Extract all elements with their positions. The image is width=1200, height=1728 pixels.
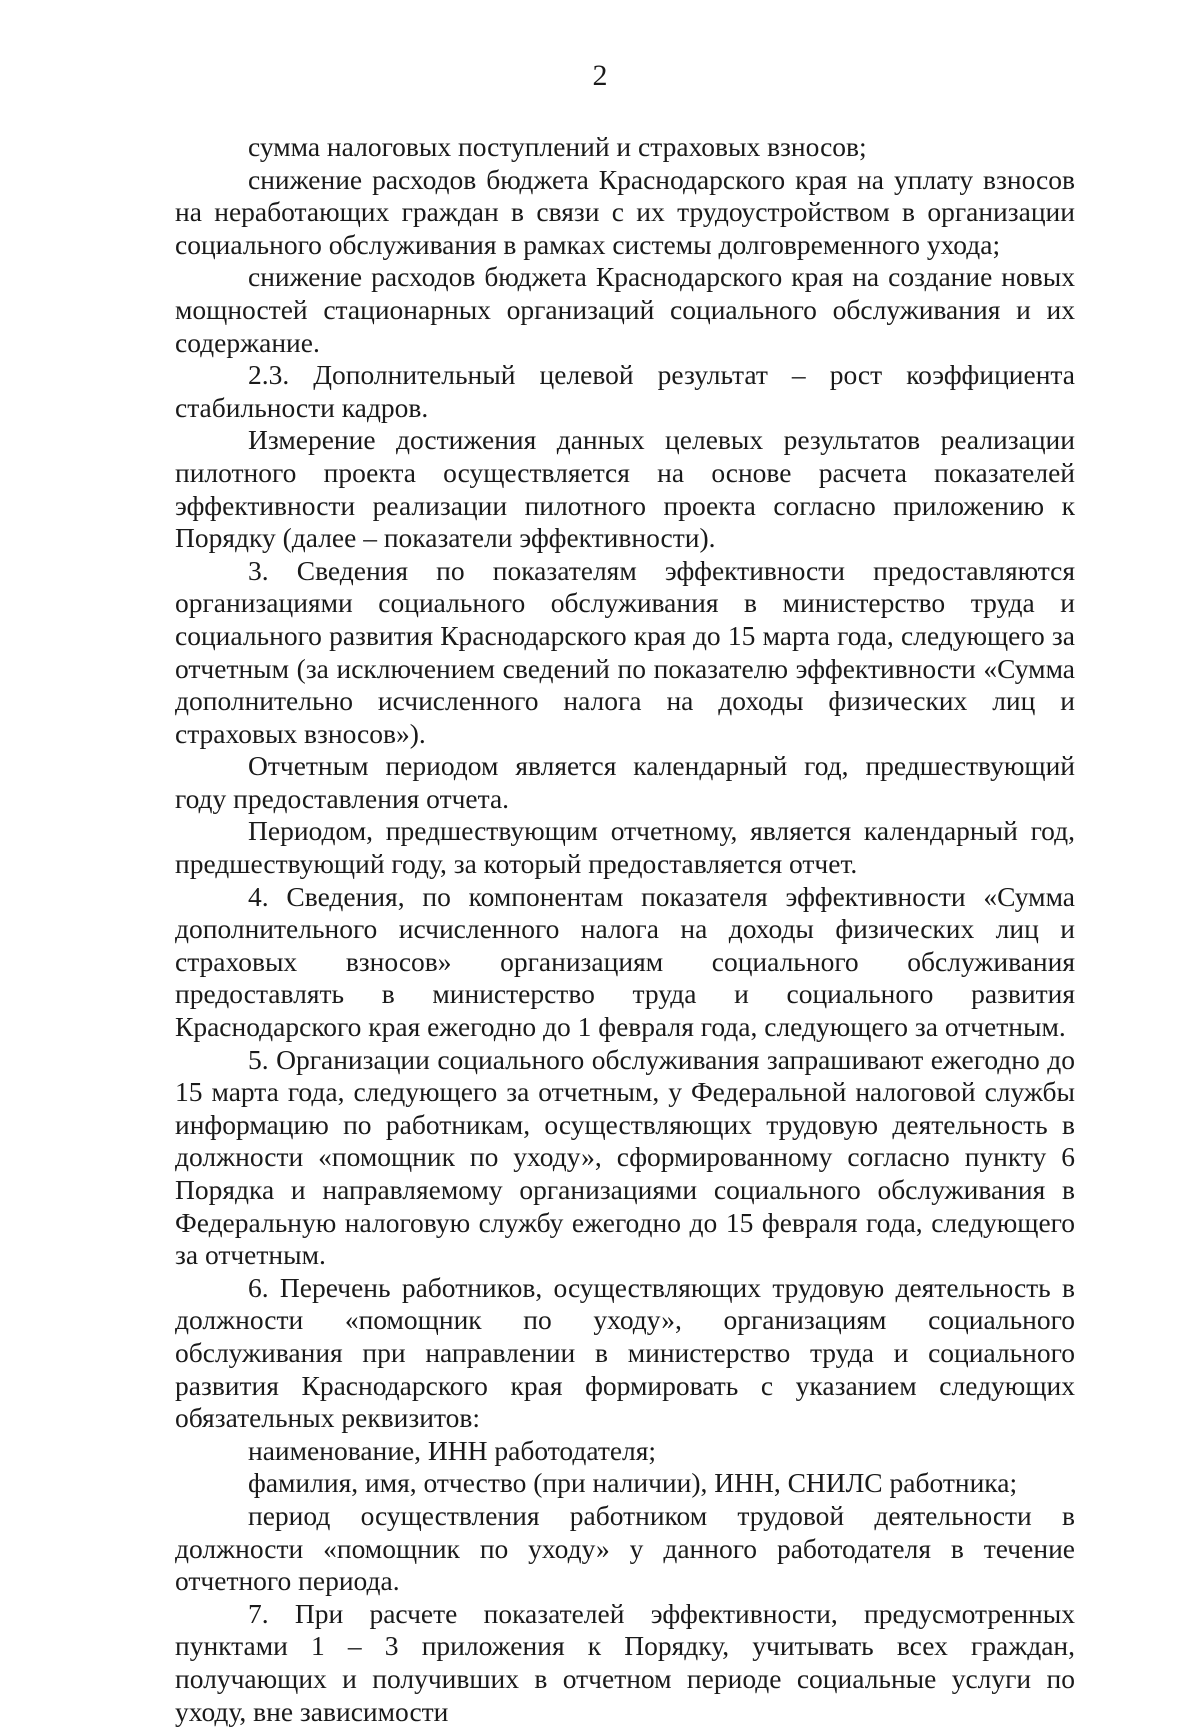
paragraph: 7. При расчете показателей эффективности, предусмотренных пунктами 1 – 3 приложения к Порядку, учитывать всех граждан, получающих и получивших в отчетном периоде социальные услуги по уходу, вне зависимости (175, 1597, 1075, 1727)
paragraph: 4. Сведения, по компонентам показателя эффективности «Сумма дополнительного исчисленного налога на доходы физических лиц и страховых взносов» организациям социального обслуживания предоставлять в министерство труда и социального развития Краснодарского края ежегодно до 1 февраля года, следующего за отчетным. (175, 880, 1075, 1043)
paragraph: сумма налоговых поступлений и страховых взносов; (248, 131, 867, 162)
paragraph: Периодом, предшествующим отчетному, является календарный год, предшествующий году, за который предоставляется отчет. (175, 815, 1075, 880)
paragraph: 3. Сведения по показателям эффективности предоставляются организациями социального обслуживания в министерство труда и социального развития Краснодарского края до 15 марта года, следующего за отчетным (за исключением сведений по показателю эффективности «Сумма дополнительно исчисленного налога на доходы физических лиц и страховых взносов»). (175, 554, 1075, 749)
paragraph: наименование, ИНН работодателя; (248, 1434, 657, 1466)
paragraph: 6. Перечень работников, осуществляющих трудовую деятельность в должности «помощник по уходу», организациям социального обслуживания при направлении в министерство труда и социального развития Краснодарского края формировать с указанием следующих обязательных реквизитов: (175, 1271, 1075, 1434)
page-number: 2 (592, 59, 608, 92)
paragraph: снижение расходов бюджета Краснодарского края на создание новых мощностей стационарных организаций социального обслуживания и их содержание. (175, 261, 1075, 358)
paragraph: фамилия, имя, отчество (при наличии), ИНН, СНИЛС работника; (248, 1467, 1018, 1499)
paragraph: Отчетным периодом является календарный год, предшествующий году предоставления отчета. (175, 750, 1075, 814)
paragraph: 5. Организации социального обслуживания запрашивают ежегодно до 15 марта года, следующего за отчетным, у Федеральной налоговой службы информацию по работникам, осуществляющих трудовую деятельность в должности «помощник по уходу», сформированному согласно пункту 6 Порядка и направляемому организациями социального обслуживания в Федеральную налоговую службу ежегодно до 15 февраля года, следующего за отчетным. (175, 1043, 1075, 1271)
paragraph: период осуществления работником трудовой деятельности в должности «помощник по уходу» у данного работодателя в течение отчетного периода. (175, 1499, 1075, 1597)
paragraph: 2.3. Дополнительный целевой результат – рост коэффициента стабильности кадров. (175, 359, 1075, 423)
paragraph: Измерение достижения данных целевых результатов реализации пилотного проекта осуществляется на основе расчета показателей эффективности реализации пилотного проекта согласно приложению к Порядку (далее – показатели эффективности). (175, 424, 1075, 554)
paragraph: снижение расходов бюджета Краснодарского края на уплату взносов на неработающих граждан в связи с их трудоустройством в организации социального обслуживания в рамках системы долговременного ухода; (175, 163, 1075, 260)
document-body (175, 131, 1075, 1728)
